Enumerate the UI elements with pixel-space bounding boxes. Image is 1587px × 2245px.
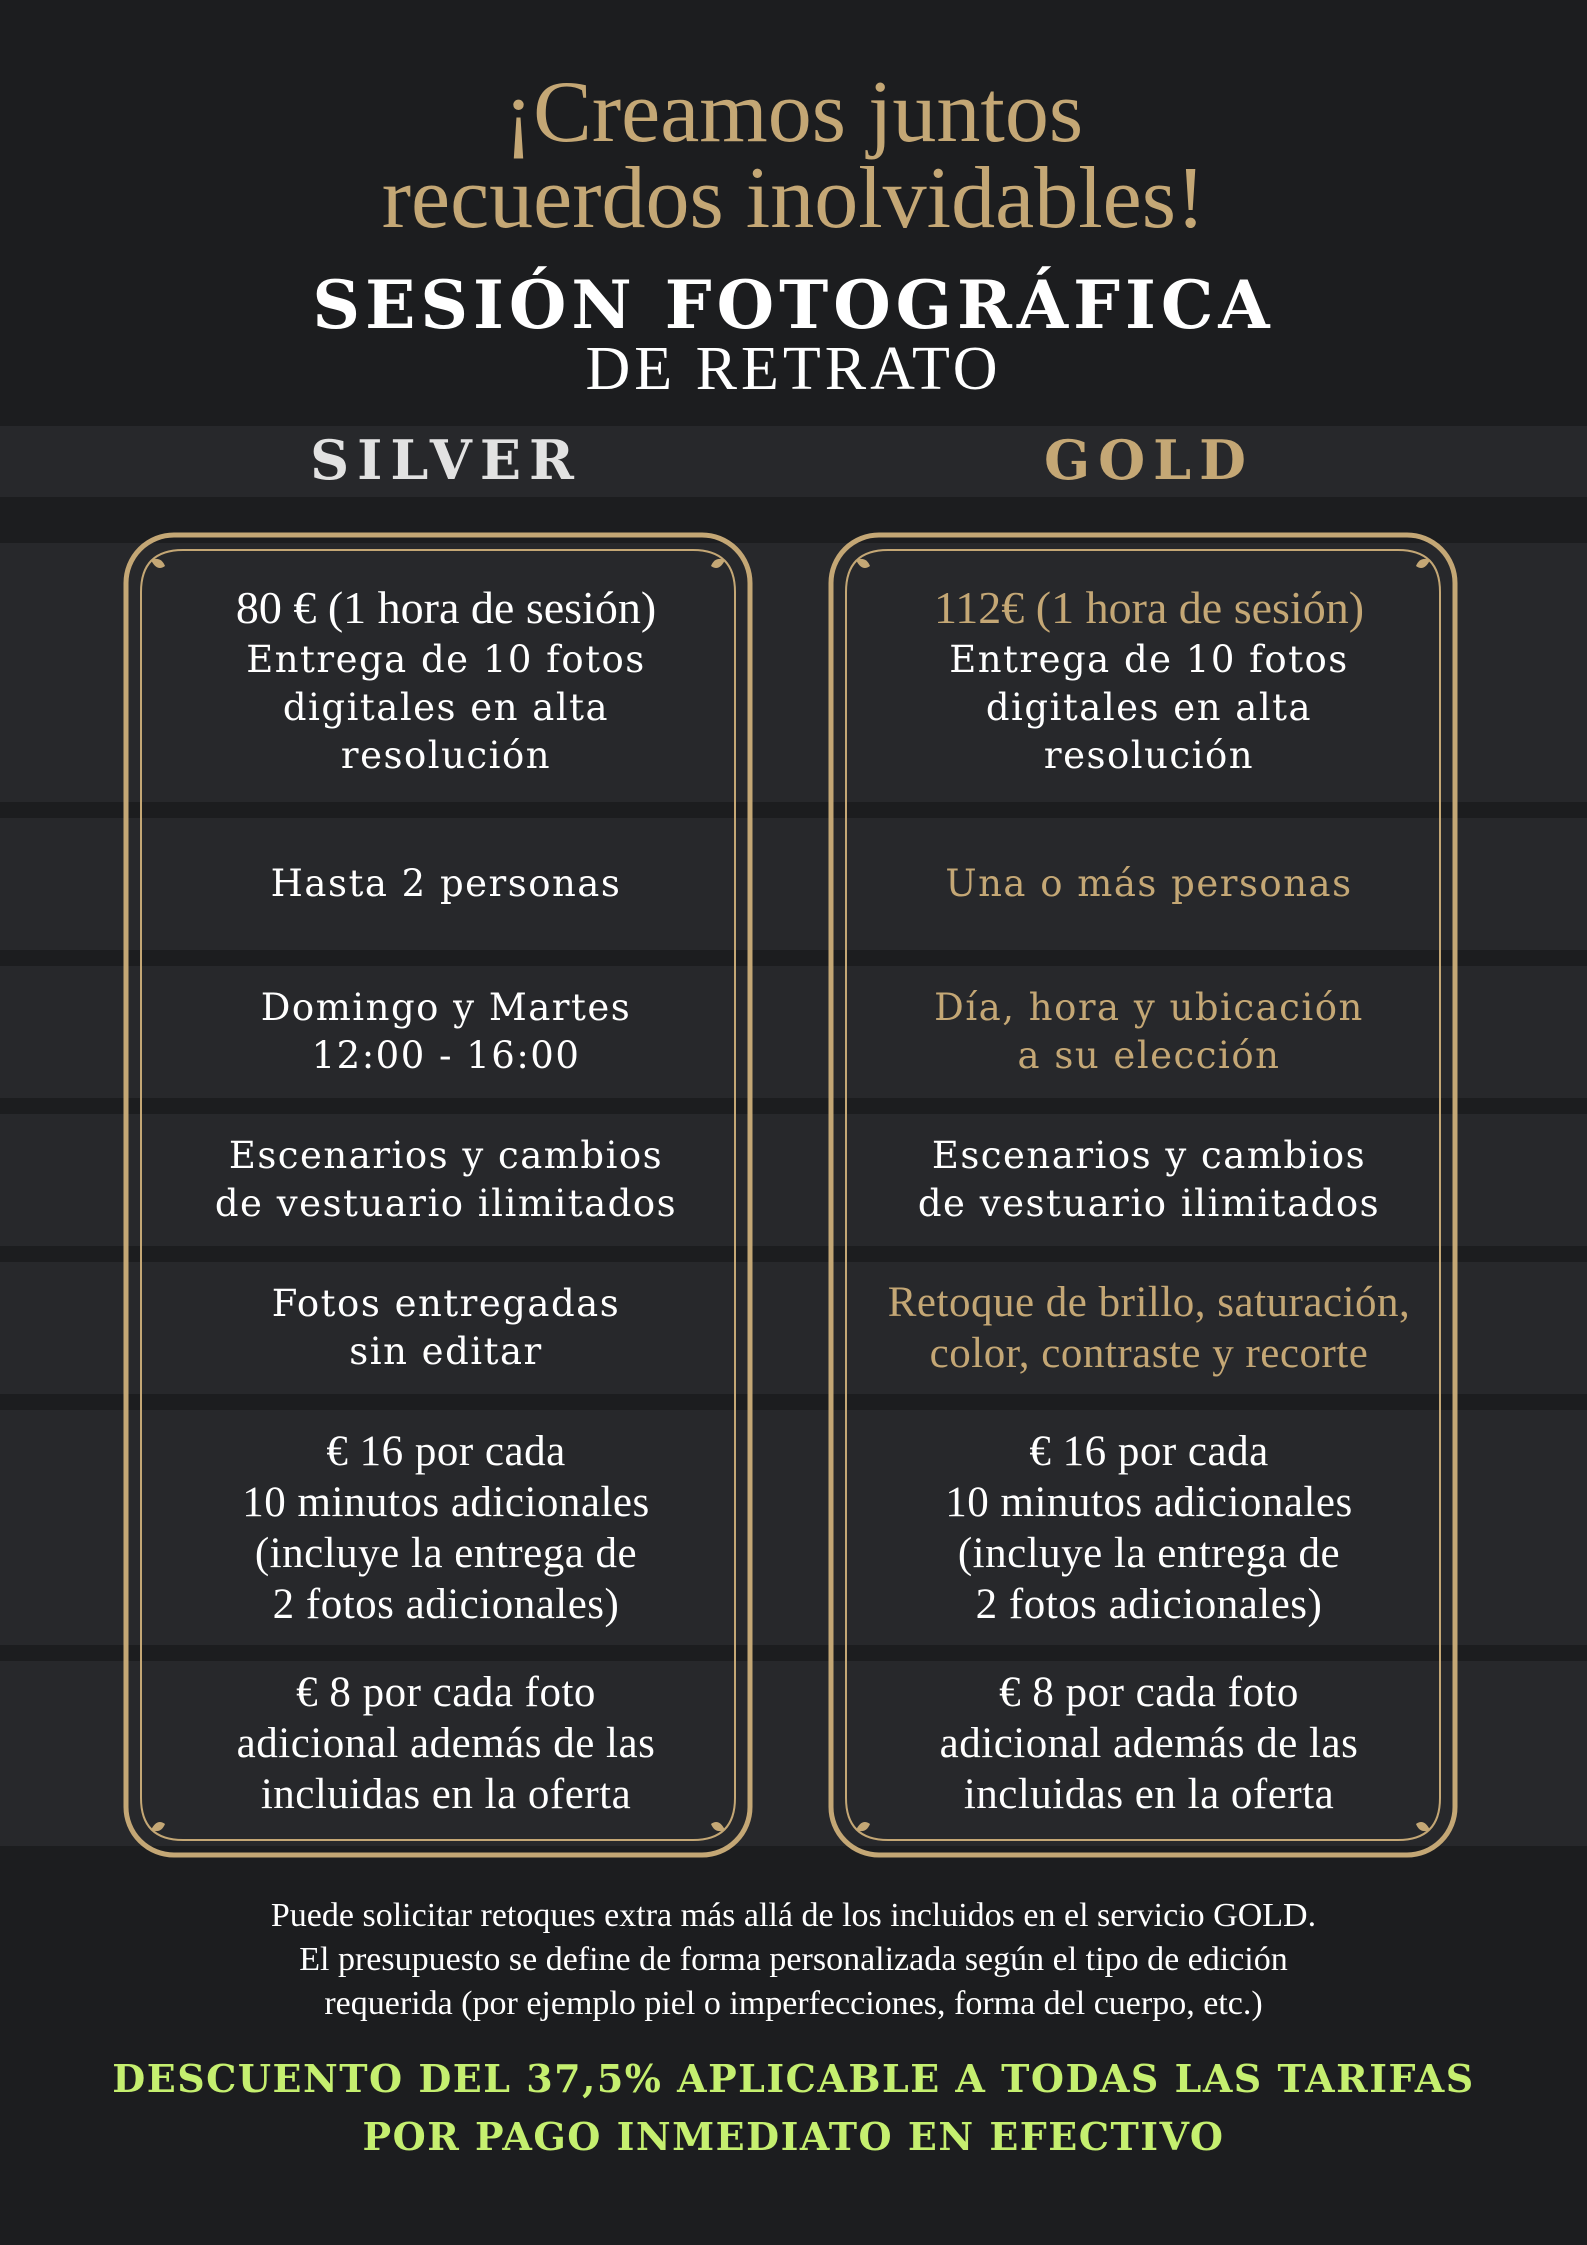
retouch-note-line: El presupuesto se define de forma personalizada según el tipo de edición xyxy=(299,1941,1288,1978)
page-title: SESIÓN FOTOGRÁFICA xyxy=(312,266,1275,344)
silver-editing-line: Fotos entregadas xyxy=(271,1282,621,1325)
gold-extra-photo-line: incluidas en la oferta xyxy=(963,1771,1335,1818)
silver-price-cell xyxy=(93,570,799,790)
silver-extra-photo-line: incluidas en la oferta xyxy=(260,1771,632,1818)
silver-extra-time-cell xyxy=(93,1410,799,1645)
silver-editing-line: sin editar xyxy=(349,1330,543,1373)
gold-extra-time-line: € 16 por cada xyxy=(1029,1427,1269,1475)
retouch-note-line: Puede solicitar retoques extra más allá de los incluidos en el servicio GOLD. xyxy=(270,1897,1317,1934)
gold-extra-photo-cell xyxy=(796,1661,1502,1826)
silver-people: Hasta 2 personas xyxy=(270,862,622,905)
gold-scenarios-line: de vestuario ilimitados xyxy=(917,1182,1381,1225)
gold-extra-photo-line: € 8 por cada foto xyxy=(999,1669,1299,1716)
gold-delivery-line: digitales en alta xyxy=(985,686,1313,729)
silver-people-cell xyxy=(93,818,799,950)
gold-editing-cell xyxy=(796,1262,1502,1394)
gold-schedule-line: Día, hora y ubicación xyxy=(934,986,1364,1029)
discount-line: POR PAGO INMEDIATO EN EFECTIVO xyxy=(362,2114,1225,2159)
silver-schedule-line: 12:00 - 16:00 xyxy=(311,1034,581,1077)
silver-delivery-line: Entrega de 10 fotos xyxy=(246,638,646,681)
gold-schedule-line: a su elección xyxy=(1017,1034,1281,1077)
gold-plan-title: GOLD xyxy=(1044,428,1254,492)
gold-extra-time-line: 10 minutos adicionales xyxy=(945,1478,1353,1526)
gold-people-cell xyxy=(796,818,1502,950)
tagline-line-2: recuerdos inolvidables! xyxy=(381,150,1206,247)
silver-extra-time-line: € 16 por cada xyxy=(326,1427,566,1475)
silver-extra-photo-cell xyxy=(93,1661,799,1826)
tagline-line-1: ¡Creamos juntos xyxy=(503,64,1084,161)
silver-extra-time-line: 10 minutos adicionales xyxy=(242,1478,650,1526)
gold-editing-line: Retoque de brillo, saturación, xyxy=(887,1279,1411,1326)
gold-editing-line: color, contraste y recorte xyxy=(929,1330,1369,1377)
gold-extra-photo-line: adicional además de las xyxy=(939,1720,1359,1767)
discount-line: DESCUENTO DEL 37,5% APLICABLE A TODAS LAS TARIFAS xyxy=(112,2056,1475,2101)
silver-plan-title: SILVER xyxy=(310,428,582,492)
gold-schedule-cell xyxy=(796,966,1502,1098)
gold-people: Una o más personas xyxy=(945,862,1353,905)
silver-schedule-line: Domingo y Martes xyxy=(260,986,632,1029)
discount-banner xyxy=(0,2050,1587,2166)
silver-price: 80 € (1 hora de sesión) xyxy=(235,582,657,633)
gold-scenarios-cell xyxy=(796,1114,1502,1246)
gold-price: 112€ (1 hora de sesión) xyxy=(933,582,1365,633)
gold-extra-time-cell xyxy=(796,1410,1502,1645)
silver-extra-photo-line: € 8 por cada foto xyxy=(296,1669,596,1716)
gold-extra-time-line: 2 fotos adicionales) xyxy=(975,1580,1323,1628)
gold-delivery-line: Entrega de 10 fotos xyxy=(949,638,1349,681)
retouch-note-line: requerida (por ejemplo piel o imperfecciones, forma del cuerpo, etc.) xyxy=(324,1985,1263,2022)
gold-delivery-line: resolución xyxy=(1043,734,1255,777)
silver-extra-time-line: 2 fotos adicionales) xyxy=(272,1580,620,1628)
silver-scenarios-line: Escenarios y cambios xyxy=(228,1134,664,1177)
silver-delivery-line: digitales en alta xyxy=(282,686,610,729)
silver-delivery-line: resolución xyxy=(340,734,552,777)
silver-schedule-cell xyxy=(93,966,799,1098)
gold-price-cell xyxy=(796,570,1502,790)
silver-extra-photo-line: adicional además de las xyxy=(236,1720,656,1767)
silver-extra-time-line: (incluye la entrega de xyxy=(254,1529,638,1577)
gold-extra-time-line: (incluye la entrega de xyxy=(957,1529,1341,1577)
retouch-note xyxy=(0,1894,1587,2026)
page-subtitle: DE RETRATO xyxy=(585,335,1002,403)
gold-scenarios-line: Escenarios y cambios xyxy=(931,1134,1367,1177)
silver-scenarios-line: de vestuario ilimitados xyxy=(214,1182,678,1225)
silver-scenarios-cell xyxy=(93,1114,799,1246)
silver-editing-cell xyxy=(93,1262,799,1394)
